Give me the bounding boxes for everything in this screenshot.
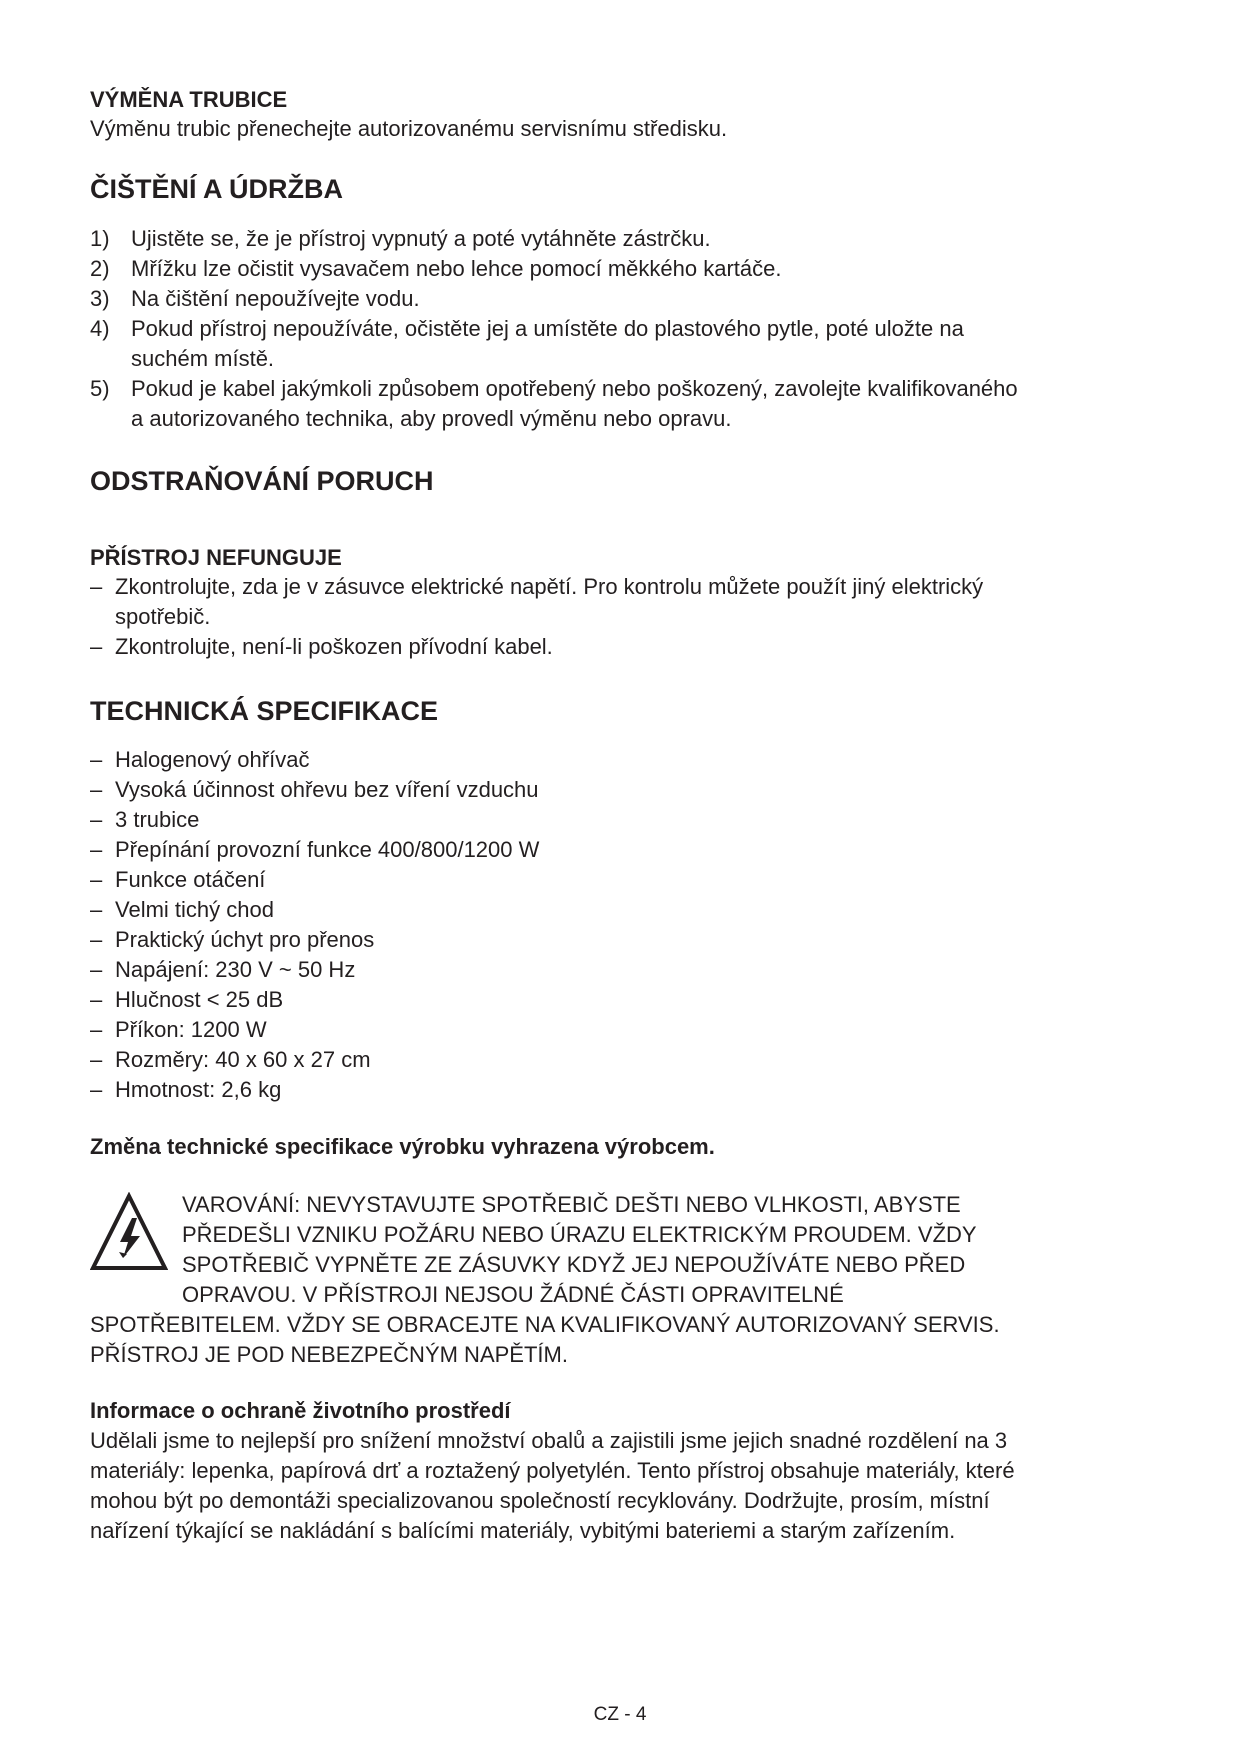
warning-line: OPRAVOU. V PŘÍSTROJI NEJSOU ŽÁDNÉ ČÁSTI OPRAVITELNÉ (182, 1282, 844, 1307)
specs-change-note: Změna technické specifikace výrobku vyhrazena výrobcem. (90, 1134, 715, 1159)
paragraph-line: mohou být po demontáži specializovanou společností recyklovány. Dodržujte, prosím, místní (90, 1488, 990, 1513)
troubleshooting-heading: ODSTRAŇOVÁNÍ PORUCH (90, 466, 434, 496)
warning-line: PŘEDEŠLI VZNIKU POŽÁRU NEBO ÚRAZU ELEKTRICKÝM PROUDEM. VŽDY (182, 1222, 977, 1247)
tube-replacement-text: Výměnu trubic přenechejte autorizovanému servisnímu středisku. (90, 116, 728, 141)
troubleshooting-subheading: PŘÍSTROJ NEFUNGUJE (90, 545, 342, 570)
paragraph-line: nařízení týkající se nakládání s balícími materiály, vybitými bateriemi a starým zařízením. (90, 1518, 956, 1543)
paragraph-line: Udělali jsme to nejlepší pro snížení množství obalů a zajistili jsme jejich snadné rozdělení na 3 (90, 1428, 1008, 1453)
page-number: CZ - 4 (593, 1704, 647, 1725)
warning-line: PŘÍSTROJ JE POD NEBEZPEČNÝM NAPĚTÍM. (90, 1342, 568, 1367)
electric-shock-warning-icon (90, 1192, 168, 1272)
warning-line: SPOTŘEBITELEM. VŽDY SE OBRACEJTE NA KVALIFIKOVANÝ AUTORIZOVANÝ SERVIS. (90, 1312, 1000, 1337)
warning-line: SPOTŘEBIČ VYPNĚTE ZE ZÁSUVKY KDYŽ JEJ NEPOUŽÍVÁTE NEBO PŘED (182, 1252, 966, 1277)
tube-replacement-heading: VÝMĚNA TRUBICE (90, 87, 288, 112)
specs-heading: TECHNICKÁ SPECIFIKACE (90, 696, 439, 726)
environment-heading: Informace o ochraně životního prostředí (90, 1398, 511, 1423)
warning-line: VAROVÁNÍ: NEVYSTAVUJTE SPOTŘEBIČ DEŠTI NEBO VLHKOSTI, ABYSTE (182, 1192, 961, 1217)
cleaning-heading: ČIŠTĚNÍ A ÚDRŽBA (90, 174, 343, 204)
paragraph-line: materiály: lepenka, papírová drť a roztažený polyetylén. Tento přístroj obsahuje materiály, které (90, 1458, 1015, 1483)
